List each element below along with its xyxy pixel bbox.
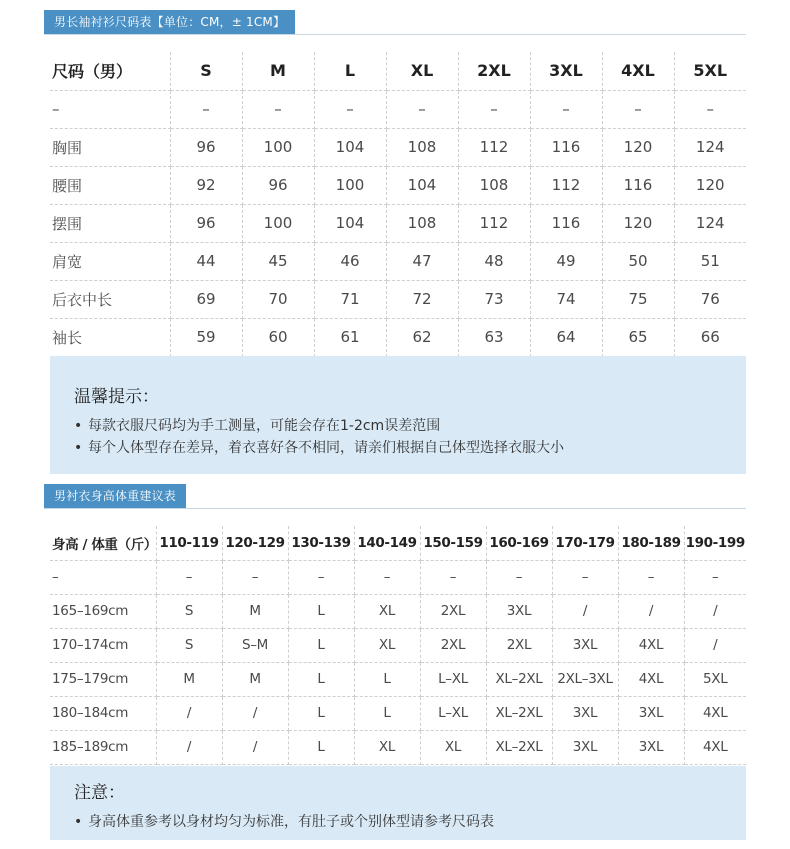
table-cell: / xyxy=(684,628,746,662)
row-label: 175–179cm xyxy=(50,662,156,696)
table-cell: 5XL xyxy=(684,662,746,696)
table-cell: XL–2XL xyxy=(486,662,552,696)
table-row xyxy=(50,166,746,204)
table-cell: – xyxy=(602,90,674,128)
table-cell: 3XL xyxy=(552,696,618,730)
column-header: 2XL xyxy=(458,52,530,90)
table-row xyxy=(50,628,746,662)
table-cell: 92 xyxy=(170,166,242,204)
size-chart-tips xyxy=(50,356,746,474)
table-cell: L–XL xyxy=(420,696,486,730)
row-label: 袖长 xyxy=(50,318,170,356)
table-cell: 69 xyxy=(170,280,242,318)
table-cell: L xyxy=(288,594,354,628)
column-header: L xyxy=(314,52,386,90)
table-cell: 71 xyxy=(314,280,386,318)
size-chart-header xyxy=(44,10,746,35)
table-cell: 3XL xyxy=(618,696,684,730)
table-cell: 72 xyxy=(386,280,458,318)
table-cell: 74 xyxy=(530,280,602,318)
fit-tips-list xyxy=(74,811,746,833)
table-cell: 124 xyxy=(674,128,746,166)
table-cell: 59 xyxy=(170,318,242,356)
table-cell: S xyxy=(156,628,222,662)
size-tip-item: • 每款衣服尺码均为手工测量，可能会存在1-2cm误差范围 xyxy=(74,415,746,437)
size-tips-list xyxy=(74,415,746,459)
table-cell: L xyxy=(288,662,354,696)
table-cell: S–M xyxy=(222,628,288,662)
table-cell: XL xyxy=(354,594,420,628)
table-cell: 4XL xyxy=(684,696,746,730)
table-cell: – xyxy=(288,560,354,594)
table-cell: 116 xyxy=(530,204,602,242)
table-cell: M xyxy=(222,594,288,628)
table-cell: L xyxy=(288,628,354,662)
row-label: 胸围 xyxy=(50,128,170,166)
table-cell: – xyxy=(674,90,746,128)
column-header: 110-119 xyxy=(156,526,222,560)
table-row xyxy=(50,696,746,730)
row-label: 165–169cm xyxy=(50,594,156,628)
table-cell: 100 xyxy=(242,128,314,166)
table-row xyxy=(50,280,746,318)
table-cell: – xyxy=(458,90,530,128)
table-cell: 100 xyxy=(242,204,314,242)
table-cell: 120 xyxy=(602,204,674,242)
table-cell: 120 xyxy=(602,128,674,166)
row-label: 185–189cm xyxy=(50,730,156,764)
table-cell: 50 xyxy=(602,242,674,280)
fit-header-row xyxy=(50,526,746,560)
table-cell: 61 xyxy=(314,318,386,356)
table-cell: 49 xyxy=(530,242,602,280)
table-cell: 48 xyxy=(458,242,530,280)
table-cell: XL xyxy=(354,730,420,764)
row-label: 摆围 xyxy=(50,204,170,242)
table-cell: – xyxy=(420,560,486,594)
size-header-row xyxy=(50,52,746,90)
table-cell: 116 xyxy=(602,166,674,204)
size-chart-table xyxy=(50,52,746,357)
fit-tips-title: 注意： xyxy=(74,783,125,803)
table-row xyxy=(50,560,746,594)
column-header: 160-169 xyxy=(486,526,552,560)
table-cell: – xyxy=(386,90,458,128)
table-cell: 47 xyxy=(386,242,458,280)
fit-chart-tips xyxy=(50,766,746,840)
table-cell: 64 xyxy=(530,318,602,356)
table-cell: – xyxy=(156,560,222,594)
table-cell: 104 xyxy=(386,166,458,204)
table-row xyxy=(50,128,746,166)
column-header: 190-199 xyxy=(684,526,746,560)
table-cell: / xyxy=(684,594,746,628)
table-cell: XL–2XL xyxy=(486,730,552,764)
column-header: 5XL xyxy=(674,52,746,90)
row-label: 180–184cm xyxy=(50,696,156,730)
column-header: 120-129 xyxy=(222,526,288,560)
row-label: 腰围 xyxy=(50,166,170,204)
row-label: 170–174cm xyxy=(50,628,156,662)
table-row xyxy=(50,594,746,628)
column-header: XL xyxy=(386,52,458,90)
table-cell: L–XL xyxy=(420,662,486,696)
table-cell: 2XL xyxy=(486,628,552,662)
table-cell: / xyxy=(156,696,222,730)
table-cell: / xyxy=(222,730,288,764)
table-cell: 63 xyxy=(458,318,530,356)
table-cell: 51 xyxy=(674,242,746,280)
fit-chart-header xyxy=(44,484,746,509)
fit-tip-item: • 身高体重参考以身材均匀为标准，有肚子或个别体型请参考尺码表 xyxy=(74,811,746,833)
table-cell: / xyxy=(222,696,288,730)
table-cell: – xyxy=(618,560,684,594)
table-cell: XL xyxy=(420,730,486,764)
table-cell: 120 xyxy=(674,166,746,204)
table-cell: – xyxy=(552,560,618,594)
table-cell: 112 xyxy=(458,128,530,166)
column-header: 4XL xyxy=(602,52,674,90)
row-label: – xyxy=(50,560,156,594)
row-label: – xyxy=(50,90,170,128)
table-cell: M xyxy=(156,662,222,696)
table-cell: 73 xyxy=(458,280,530,318)
table-cell: 3XL xyxy=(486,594,552,628)
column-header: 170-179 xyxy=(552,526,618,560)
table-cell: L xyxy=(288,696,354,730)
table-cell: – xyxy=(314,90,386,128)
table-cell: M xyxy=(222,662,288,696)
table-cell: 4XL xyxy=(618,662,684,696)
table-cell: 96 xyxy=(242,166,314,204)
table-cell: 108 xyxy=(386,128,458,166)
table-cell: 76 xyxy=(674,280,746,318)
table-cell: 3XL xyxy=(552,628,618,662)
table-cell: 60 xyxy=(242,318,314,356)
table-cell: S xyxy=(156,594,222,628)
table-cell: 124 xyxy=(674,204,746,242)
table-cell: XL–2XL xyxy=(486,696,552,730)
size-chart-title: 男长袖衬衫尺码表【单位：CM，± 1CM】 xyxy=(44,10,295,34)
table-cell: – xyxy=(530,90,602,128)
column-header: 150-159 xyxy=(420,526,486,560)
table-cell: – xyxy=(242,90,314,128)
size-tip-item: • 每个人体型存在差异，着衣喜好各不相同，请亲们根据自己体型选择衣服大小 xyxy=(74,437,746,459)
table-row xyxy=(50,318,746,356)
table-cell: 46 xyxy=(314,242,386,280)
table-cell: 70 xyxy=(242,280,314,318)
table-cell: – xyxy=(354,560,420,594)
table-cell: 2XL xyxy=(420,594,486,628)
table-cell: 66 xyxy=(674,318,746,356)
fit-chart-table xyxy=(50,526,746,765)
column-header: S xyxy=(170,52,242,90)
table-cell: 116 xyxy=(530,128,602,166)
table-row xyxy=(50,242,746,280)
table-cell: L xyxy=(354,662,420,696)
table-cell: / xyxy=(156,730,222,764)
column-header: M xyxy=(242,52,314,90)
column-header: 身高 / 体重（斤） xyxy=(50,526,156,560)
table-row xyxy=(50,204,746,242)
table-row xyxy=(50,90,746,128)
table-cell: 45 xyxy=(242,242,314,280)
table-cell: 96 xyxy=(170,204,242,242)
table-cell: 112 xyxy=(530,166,602,204)
table-cell: 3XL xyxy=(552,730,618,764)
table-cell: – xyxy=(222,560,288,594)
row-label: 肩宽 xyxy=(50,242,170,280)
table-cell: 104 xyxy=(314,128,386,166)
table-cell: 3XL xyxy=(618,730,684,764)
table-row xyxy=(50,662,746,696)
table-cell: 65 xyxy=(602,318,674,356)
table-cell: 108 xyxy=(458,166,530,204)
fit-chart-title: 男衬衣身高体重建议表 xyxy=(44,484,186,508)
table-cell: 108 xyxy=(386,204,458,242)
table-cell: – xyxy=(486,560,552,594)
table-cell: / xyxy=(618,594,684,628)
table-cell: 104 xyxy=(314,204,386,242)
table-cell: 2XL xyxy=(420,628,486,662)
table-cell: 4XL xyxy=(684,730,746,764)
column-header: 3XL xyxy=(530,52,602,90)
column-header: 140-149 xyxy=(354,526,420,560)
table-cell: – xyxy=(684,560,746,594)
table-cell: L xyxy=(288,730,354,764)
column-header: 180-189 xyxy=(618,526,684,560)
table-cell: / xyxy=(552,594,618,628)
table-cell: – xyxy=(170,90,242,128)
row-label: 后衣中长 xyxy=(50,280,170,318)
table-cell: L xyxy=(354,696,420,730)
table-cell: 75 xyxy=(602,280,674,318)
table-cell: 62 xyxy=(386,318,458,356)
table-cell: XL xyxy=(354,628,420,662)
table-cell: 96 xyxy=(170,128,242,166)
column-header: 尺码（男） xyxy=(50,52,170,90)
table-cell: 44 xyxy=(170,242,242,280)
table-cell: 112 xyxy=(458,204,530,242)
table-row xyxy=(50,730,746,764)
column-header: 130-139 xyxy=(288,526,354,560)
table-cell: 2XL–3XL xyxy=(552,662,618,696)
size-tips-title: 温馨提示： xyxy=(74,387,159,407)
table-cell: 4XL xyxy=(618,628,684,662)
table-cell: 100 xyxy=(314,166,386,204)
